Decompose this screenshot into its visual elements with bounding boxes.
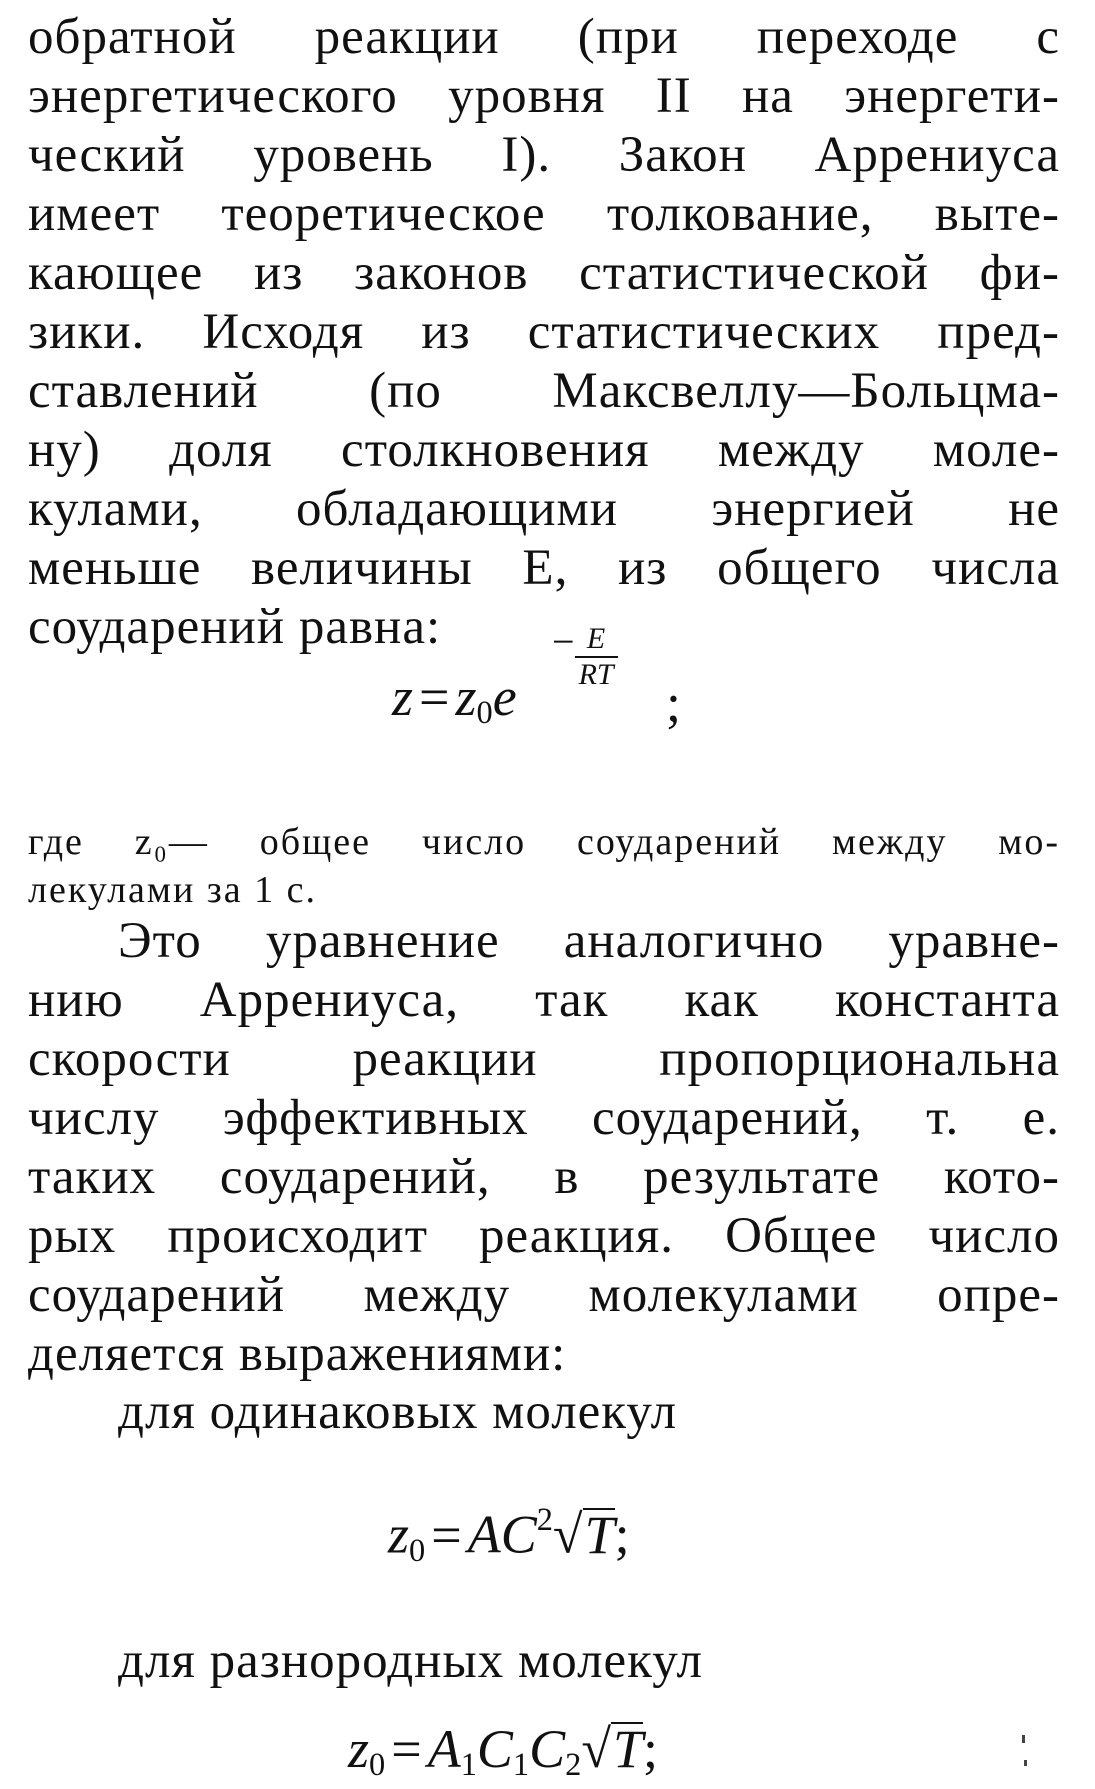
note-z0-definition (28, 818, 1060, 914)
note-line: где z₀— общее число соударений между мо- (28, 821, 1060, 863)
exponent-denominator: RT (578, 658, 614, 691)
text-line: меньше величины E, из общего числа (28, 540, 1060, 596)
formula-exponent (552, 619, 618, 692)
case-label: для разнородных молекул (118, 1633, 703, 1689)
formula-temperature: T (584, 1504, 615, 1565)
scan-speck (1022, 1735, 1025, 1743)
note-line: лекулами за 1 с. (28, 869, 318, 911)
formula-base: z (455, 667, 477, 727)
case-different-molecules (28, 1632, 1060, 1691)
formula-same-molecules (388, 1502, 630, 1570)
text-line: кающее из законов статистической фи- (28, 245, 1060, 301)
text-line: кулами, обладающими энергией не (28, 481, 1060, 537)
text-line: деляется выражениями: (28, 1326, 567, 1382)
formula-equals: = (391, 1719, 422, 1779)
sqrt-icon: √ (552, 1504, 583, 1565)
formula-concentration-1-subscript: 1 (512, 1747, 530, 1784)
scan-speck (1024, 1760, 1027, 1766)
text-line: нию Аррениуса, так как константа (28, 972, 1060, 1028)
formula-base-subscript: 0 (476, 695, 493, 732)
formula-concentration-2-subscript: 2 (565, 1747, 582, 1784)
formula-terminator: ; (643, 1719, 659, 1779)
formula-coeff-a: A (427, 1719, 461, 1779)
text-line: энергетического уровня II на энергети- (28, 68, 1060, 124)
formula-concentration-1: C (476, 1719, 513, 1779)
exponent-fraction (575, 622, 618, 692)
formula-equals: = (419, 667, 450, 727)
text-line: таких соударений, в результате кото- (28, 1149, 1060, 1205)
formula-different-molecules (348, 1718, 658, 1784)
text-line: соударений между молекулами опре- (28, 1267, 1060, 1323)
text-line: Это уравнение аналогично уравне- (118, 913, 1060, 969)
text-line: скорости реакции пропорциональна (28, 1031, 1060, 1087)
formula-equals: = (431, 1504, 462, 1565)
formula-terminator: ; (666, 673, 682, 733)
formula-coeff-a-subscript: 1 (460, 1747, 477, 1784)
exponent-numerator: E (575, 622, 618, 658)
text-line: рых происходит реакция. Общее число (28, 1208, 1060, 1264)
formula-concentration-2: C (529, 1719, 566, 1779)
case-label: для одинаковых молекул (118, 1384, 678, 1440)
sqrt-icon: √ (581, 1719, 611, 1779)
text-line: ставлений (по Максвеллу—Больцма- (28, 363, 1060, 419)
formula-lhs: z (392, 667, 414, 727)
text-line: имеет теоретическое толкование, выте- (28, 186, 1060, 242)
formula-concentration-power: 2 (536, 1502, 553, 1538)
text-line: соударений равна: (28, 599, 442, 655)
text-line: зики. Исходя из статистических пред- (28, 304, 1060, 360)
formula-coeff-a: A (467, 1504, 501, 1565)
formula-concentration: C (500, 1504, 537, 1565)
formula-lhs: z (388, 1504, 410, 1565)
text-line: ну) доля столкновения между моле- (28, 422, 1060, 478)
exponent-sign: − (552, 619, 575, 664)
paragraph-arrhenius-theory (28, 8, 1060, 657)
formula-collision-fraction (392, 666, 517, 732)
case-same-molecules (28, 1383, 1060, 1442)
text-line: обратной реакции (при переходе с (28, 9, 1060, 65)
text-line: ческий уровень I). Закон Аррениуса (28, 127, 1060, 183)
text-line: числу эффективных соударений, т. е. (28, 1090, 1060, 1146)
formula-terminator: ; (614, 1504, 630, 1565)
formula-lhs: z (348, 1719, 370, 1779)
formula-temperature: T (613, 1719, 644, 1779)
paragraph-collision-count (28, 912, 1060, 1384)
formula-lhs-subscript: 0 (369, 1747, 386, 1784)
formula-exp-base: e (492, 667, 517, 727)
formula-lhs-subscript: 0 (409, 1532, 426, 1569)
